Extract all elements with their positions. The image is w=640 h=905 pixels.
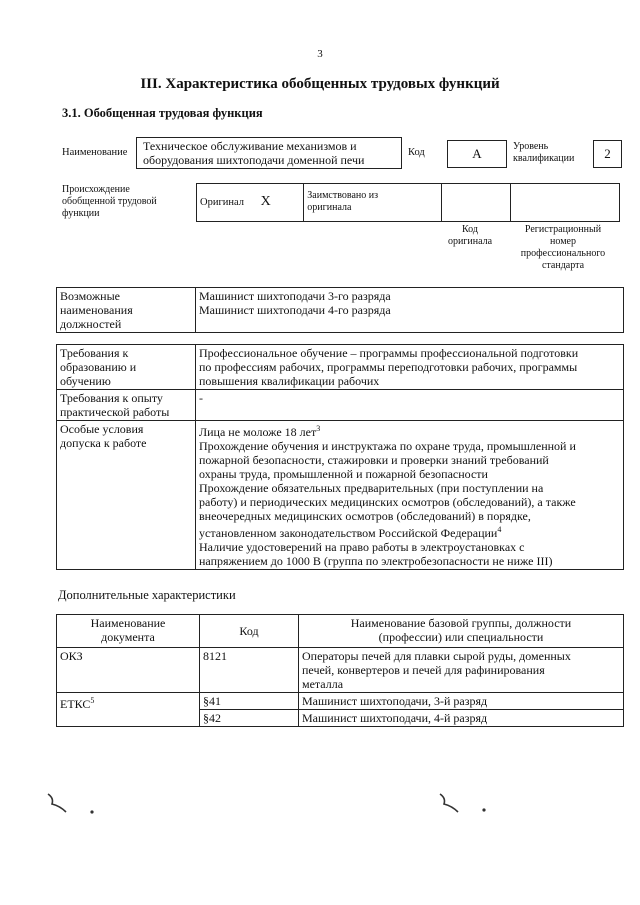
positions-label-cell xyxy=(57,288,196,333)
borrowed-line-2: оригинала xyxy=(307,202,352,213)
cond-label-2: допуска к работе xyxy=(60,436,147,450)
positions-table xyxy=(56,287,624,333)
table-row xyxy=(57,693,624,710)
original-cell xyxy=(197,184,304,222)
cond-line-1-text: Лица не моложе 18 лет xyxy=(199,425,317,439)
additional-heading: Дополнительные характеристики xyxy=(58,588,236,602)
level-value-box: 2 xyxy=(593,140,622,168)
origin-table xyxy=(196,183,620,222)
cond-line-9: Наличие удостоверений на право работы в электроустановках с xyxy=(199,540,525,554)
cond-line-5: Прохождение обязательных предварительных (при поступлении на xyxy=(199,481,544,495)
cond-line-8 xyxy=(199,523,620,540)
row-name-line-2: печей, конвертеров и печей для рафинирования xyxy=(302,663,545,677)
positions-label-1: Возможные xyxy=(60,289,120,303)
position-2: Машинист шихтоподачи 4-го разряда xyxy=(199,303,391,317)
cond-line-4: охраны труда, промышленной и пожарной безопасности xyxy=(199,467,488,481)
exp-label-2: практической работы xyxy=(60,405,170,419)
reg-number-caption xyxy=(506,224,620,272)
col-doc-header xyxy=(57,615,200,648)
name-label: Наименование xyxy=(62,147,128,158)
positions-value-cell xyxy=(196,288,624,333)
cond-line-2: Прохождение обучения и инструктажа по охране труда, промышленной и xyxy=(199,439,576,453)
code-value-box: А xyxy=(447,140,507,168)
row-code: 8121 xyxy=(200,648,299,693)
cond-line-1 xyxy=(199,422,620,439)
edu-label-3: обучению xyxy=(60,374,111,388)
col-name-header-2: (профессии) или специальности xyxy=(378,630,544,644)
exp-label-1: Требования к опыту xyxy=(60,391,163,405)
positions-label-2: наименования xyxy=(60,303,133,317)
exp-label-cell xyxy=(57,390,196,421)
position-1: Машинист шихтоподачи 3-го разряда xyxy=(199,289,391,303)
footnote-5: 5 xyxy=(90,696,95,705)
row-name: Машинист шихтоподачи, 3-й разряд xyxy=(299,693,624,710)
col-code-header: Код xyxy=(200,615,299,648)
cond-line-7: внеочередных медицинских осмотров (обследований) в порядке, xyxy=(199,509,531,523)
level-label-line-2: квалификации xyxy=(513,153,575,164)
additional-table xyxy=(56,614,624,727)
original-label: Оригинал xyxy=(200,197,244,208)
borrowed-cell xyxy=(304,184,442,222)
col-doc-header-1: Наименование xyxy=(90,616,166,630)
page-title: III. Характеристика обобщенных трудовых функций xyxy=(140,76,500,92)
exp-value-cell: - xyxy=(196,390,624,421)
cond-value-cell xyxy=(196,421,624,570)
edu-value-cell xyxy=(196,345,624,390)
origin-label xyxy=(62,184,157,220)
row-name: Машинист шихтоподачи, 4-й разряд xyxy=(299,710,624,727)
edu-label-2: образованию и xyxy=(60,360,137,374)
table-row xyxy=(57,648,624,693)
original-mark: X xyxy=(260,194,271,209)
reg-caption-4: стандарта xyxy=(541,260,585,271)
footnote-3: 3 xyxy=(316,424,321,433)
initials-mark-right xyxy=(432,788,492,818)
reg-caption-2: номер xyxy=(550,236,576,247)
cond-line-3: пожарной безопасности, стажировки и проверки знаний требований xyxy=(199,453,549,467)
code-original-cell xyxy=(442,184,510,222)
level-label-line-1: Уровень xyxy=(513,141,549,152)
initials-mark-left xyxy=(40,788,100,818)
reg-number-cell xyxy=(510,184,619,222)
origin-label-line-1: Происхождение xyxy=(62,184,130,195)
row-doc-text: ЕТКС xyxy=(60,697,91,711)
origin-label-line-3: функции xyxy=(62,208,100,219)
level-label xyxy=(513,141,574,165)
name-value-box xyxy=(136,137,402,169)
page-number: 3 xyxy=(317,48,323,60)
edu-line-2: по профессиям рабочих, программы переподготовки рабочих, программы xyxy=(199,360,578,374)
edu-line-3: повышения квалификации рабочих xyxy=(199,374,380,388)
edu-line-1: Профессиональное обучение – программы профессиональной подготовки xyxy=(199,346,579,360)
code-original-caption-2: оригинала xyxy=(447,236,493,247)
borrowed-line-1: Заимствовано из xyxy=(307,190,379,201)
edu-label-1: Требования к xyxy=(60,346,129,360)
footnote-4: 4 xyxy=(497,525,502,534)
name-value-line-2: оборудования шихтоподачи доменной печи xyxy=(143,153,365,167)
row-doc: ОКЗ xyxy=(57,648,200,693)
code-original-caption xyxy=(436,224,504,248)
row-name-line-1: Операторы печей для плавки сырой руды, доменных xyxy=(302,649,571,663)
row-doc xyxy=(57,693,200,727)
col-name-header xyxy=(299,615,624,648)
col-name-header-1: Наименование базовой группы, должности xyxy=(350,616,572,630)
cond-line-10: напряжением до 1000 В (группа по электробезопасности не ниже III) xyxy=(199,554,553,568)
row-name xyxy=(299,648,624,693)
cond-label-1: Особые условия xyxy=(60,422,144,436)
reg-caption-3: профессионального xyxy=(520,248,606,259)
cond-line-6: работу) и периодических медицинских осмотров (обследований), а также xyxy=(199,495,576,509)
requirements-table xyxy=(56,344,624,570)
col-doc-header-2: документа xyxy=(101,630,155,644)
cond-line-8-text: установленном законодательством Российской Федерации xyxy=(199,526,498,540)
code-label: Код xyxy=(408,147,425,158)
code-original-caption-1: Код xyxy=(462,224,478,235)
row-name-line-3: металла xyxy=(302,677,344,691)
cond-label-cell xyxy=(57,421,196,570)
section-title: 3.1. Обобщенная трудовая функция xyxy=(62,106,263,120)
positions-label-3: должностей xyxy=(60,317,122,331)
origin-label-line-2: обобщенной трудовой xyxy=(62,196,157,207)
edu-label-cell xyxy=(57,345,196,390)
reg-caption-1: Регистрационный xyxy=(524,224,602,235)
row-code: §41 xyxy=(200,693,299,710)
row-code: §42 xyxy=(200,710,299,727)
name-value-line-1: Техническое обслуживание механизмов и xyxy=(143,139,357,153)
